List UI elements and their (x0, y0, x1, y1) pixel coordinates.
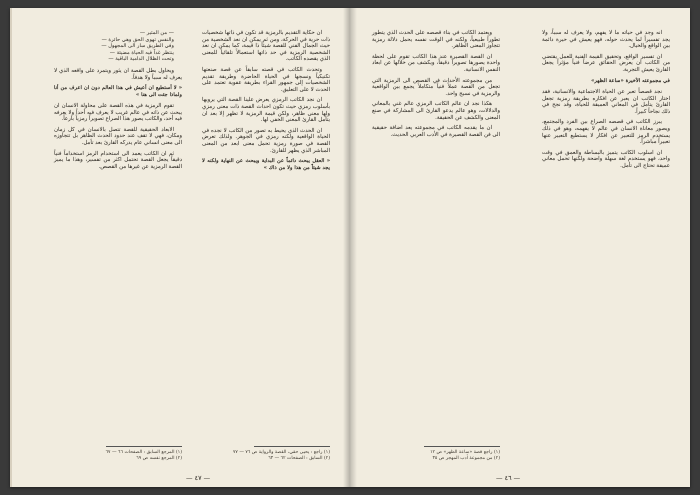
section-heading: في مجموعته الأخيرة «ساعة الظهر» (591, 77, 670, 84)
footnote: (١) المرجع السابق : الصفحات ٦٦ — ٦٧ (105, 450, 182, 455)
poem-line: — من المثير — (139, 30, 174, 36)
left-page-column-right (202, 30, 330, 176)
right-page-column-left (372, 30, 500, 142)
footnotes-left (54, 450, 182, 462)
right-page (350, 8, 690, 487)
poem-line: ينتظر غداً فيه الحياة مضيئة — (109, 49, 174, 56)
open-book (10, 8, 690, 487)
paragraph: ثم ان الكاتب يعمد الى استخدام الرمز استخداماً فنياً دقيقاً يجعل القصة تحتمل اكثر من تفسير، وهذا ما يميز القصة الرمزية عن غيرها من القصص. (54, 150, 182, 170)
footnote: (٢) المرجع نفسه ص ٦٩ (136, 456, 182, 461)
paragraph: ان الحدث الذي يحيط به تصور من الكاتب لا نجده في الحياة الواقعية ولكنه رمزي في الجوهر. ولذلك تعرض القصة في صورة رمزية تحمل معنى ابعد من المعنى المباشر الذي يظهر للقارئ. (202, 127, 330, 154)
block-quote: « لا أستطيع ان أعيش في هذا العالم دون ان اعرف من أنا ولماذا جئت الى هنا » (54, 85, 182, 98)
book-gutter (343, 8, 357, 487)
paragraph: انه وجد في حياته ما لا يفهم، ولا يعرف له سبباً، ولا يجد تفسيراً لما يحدث حوله، فهو يعيش في حيرة دائمة بين الواقع والخيال. (542, 30, 670, 50)
page-edge (10, 8, 12, 487)
footnotes (372, 450, 500, 462)
paragraph: ويحاول بطل القصة ان يثور ويتمرد على واقعه الذي لا يعرف له سبباً ولا هدفاً. (54, 67, 182, 81)
paragraph: ان تفسير الواقع، وتحقيق القيمة الفنية للعمل يقتضي من الكاتب ان يعرض الحقائق عرضاً فنياً مؤثراً يجعل القارئ يعيش التجربة. (542, 53, 670, 73)
footnote-rule (424, 446, 500, 447)
paragraph: الابعاد الحقيقية للقصة تتصل بالانسان في كل زمان ومكان، فهي لا تقف عند حدود الحدث الظاهر بل تتجاوزه الى معنى انساني عام يدركه القارئ بعد تأمل. (54, 126, 182, 146)
left-page-column-left (54, 30, 182, 174)
paragraph: ان نجد الكاتب الرمزي يعرض علينا القصة التي يرويها بأسلوب رمزي حيث تكون احداث القصة ذات معنى رمزي ولها معنى ظاهر، ولكن قيمة الرمزية لا تظهر إلا بعد ان يتأمل القارئ المعنى الخفي لها. (202, 97, 330, 124)
poem-block (54, 30, 182, 63)
footnotes-right (202, 450, 330, 462)
paragraph: يبرز الكاتب في قصصه الصراع بين الفرد والمجتمع، ويصور معاناة الانسان في عالم لا يفهمه، وهو في ذلك يستخدم الرمز للتعبير عن افكار لا يستطيع التعبير عنها تعبيراً مباشراً. (542, 119, 670, 146)
footnote-rule (254, 446, 330, 447)
paragraph: ويعتمد الكاتب في بناء قصصه على الحدث الذي يتطور تطوراً طبيعياً، ولكنه في الوقت نفسه يحمل دلالة رمزية تتجاوز المعنى الظاهر. (372, 30, 500, 50)
footnote: (١) راجع قصة «ساعة الظهر» ص ١٢ (430, 450, 500, 455)
paragraph: ان اسلوب الكاتب يتميز بالبساطة والعمق في وقت واحد، فهو يستخدم لغة سهلة واضحة ولكنها تحمل معاني عميقة تحتاج الى تأمل. (542, 149, 670, 169)
page-number: — ٤٦ — (496, 474, 521, 482)
paragraph: ان حكاية التقديم بالرمزية قد تكون في ذاتها شخصيات ذات حرية في الحركة، ومن ثم يمكن ان نعد الشخصية من حيث الجمال الفني للقصة شيئاً ذا قيمة، كما يمكن ان نعد الشخصية الرمزية في حد ذاتها استعمالاً تلقائياً للمعنى الذي يقصده الكاتب. (202, 30, 330, 63)
paragraph: ان القصة القصيرة عند هذا الكاتب تقوم على لحظة واحدة يصورها تصويراً دقيقاً، ويكشف من خلالها عن ابعاد النفس الانسانية. (372, 53, 500, 73)
paragraph: ان ما يقدمه الكاتب في مجموعته يعد اضافة حقيقية الى فن القصة القصيرة في الأدب العربي الحديث. (372, 125, 500, 138)
poem-line: وتحت الظلال الدامية الباقية — (108, 56, 174, 63)
right-page-column-right (542, 30, 670, 174)
footnote: (٢) السابق : الصفحات ٦٢ — ٦٣ (268, 456, 330, 461)
footnote: (١) راجع : يحيى حقي، القصة والرواية ص ٧٦ — ٧٧ (232, 450, 330, 455)
footnote-rule (106, 446, 182, 447)
paragraph: هكذا نجد ان عالم الكاتب الرمزي عالم غني بالمعاني والدلالات، وهو عالم يدعو القارئ الى المشاركة في صنع المعنى والكشف عن الحقيقة. (372, 101, 500, 121)
paragraph: نجد قصصاً تعبر عن الحياة الاجتماعية والانسانية، فقد اختار الكاتب ان يعبر عن افكاره بطريقة رمزية تجعل القارئ يتأمل في المعاني العميقة للحياة، وقد نجح في ذلك نجاحاً كبيراً. (542, 88, 670, 115)
left-page (10, 8, 350, 487)
paragraph: وتحدث الكاتب في قصته سابقاً عن قصة صنعتها تكنيكياً ونسجها في الحياة الحاضرة وطريقة تقديم الشخصيات إلى جمهور القراء بطريقة عفوية تعتمد على الحدث لا على التعليق. (202, 66, 330, 93)
paragraph: تقوم الرمزية في هذه القصة على محاولة الانسان ان يبحث عن ذاته في عالم غريب لا يعرف فيه أحداً ولا يعرفه فيه أحد، والكاتب يصور هذا الصراع تصويراً رمزياً بارعاً. (54, 102, 182, 123)
page-number: — ٤٧ — (186, 474, 211, 482)
poem-line: وفي الطريق سار الى المجهول — (101, 43, 174, 50)
block-quote: « العقل يبحث دائماً عن البداية ويبحث عن النهاية ولكنه لا يجد شيئاً من هذا ولا من ذاك » (202, 158, 330, 171)
footnote: (٢) من مجموعة أدب المهجر ص ٣٥ (432, 456, 500, 461)
poem-line: والنفس تهوى الحق وهي حائرة — (101, 36, 174, 43)
paragraph: من مجموعته الأحداث في القصص الى الرمزية التي تجعل من القصة عملاً فنياً متكاملاً يجمع بين الواقعية والرمزية في نسيج واحد. (372, 77, 500, 97)
